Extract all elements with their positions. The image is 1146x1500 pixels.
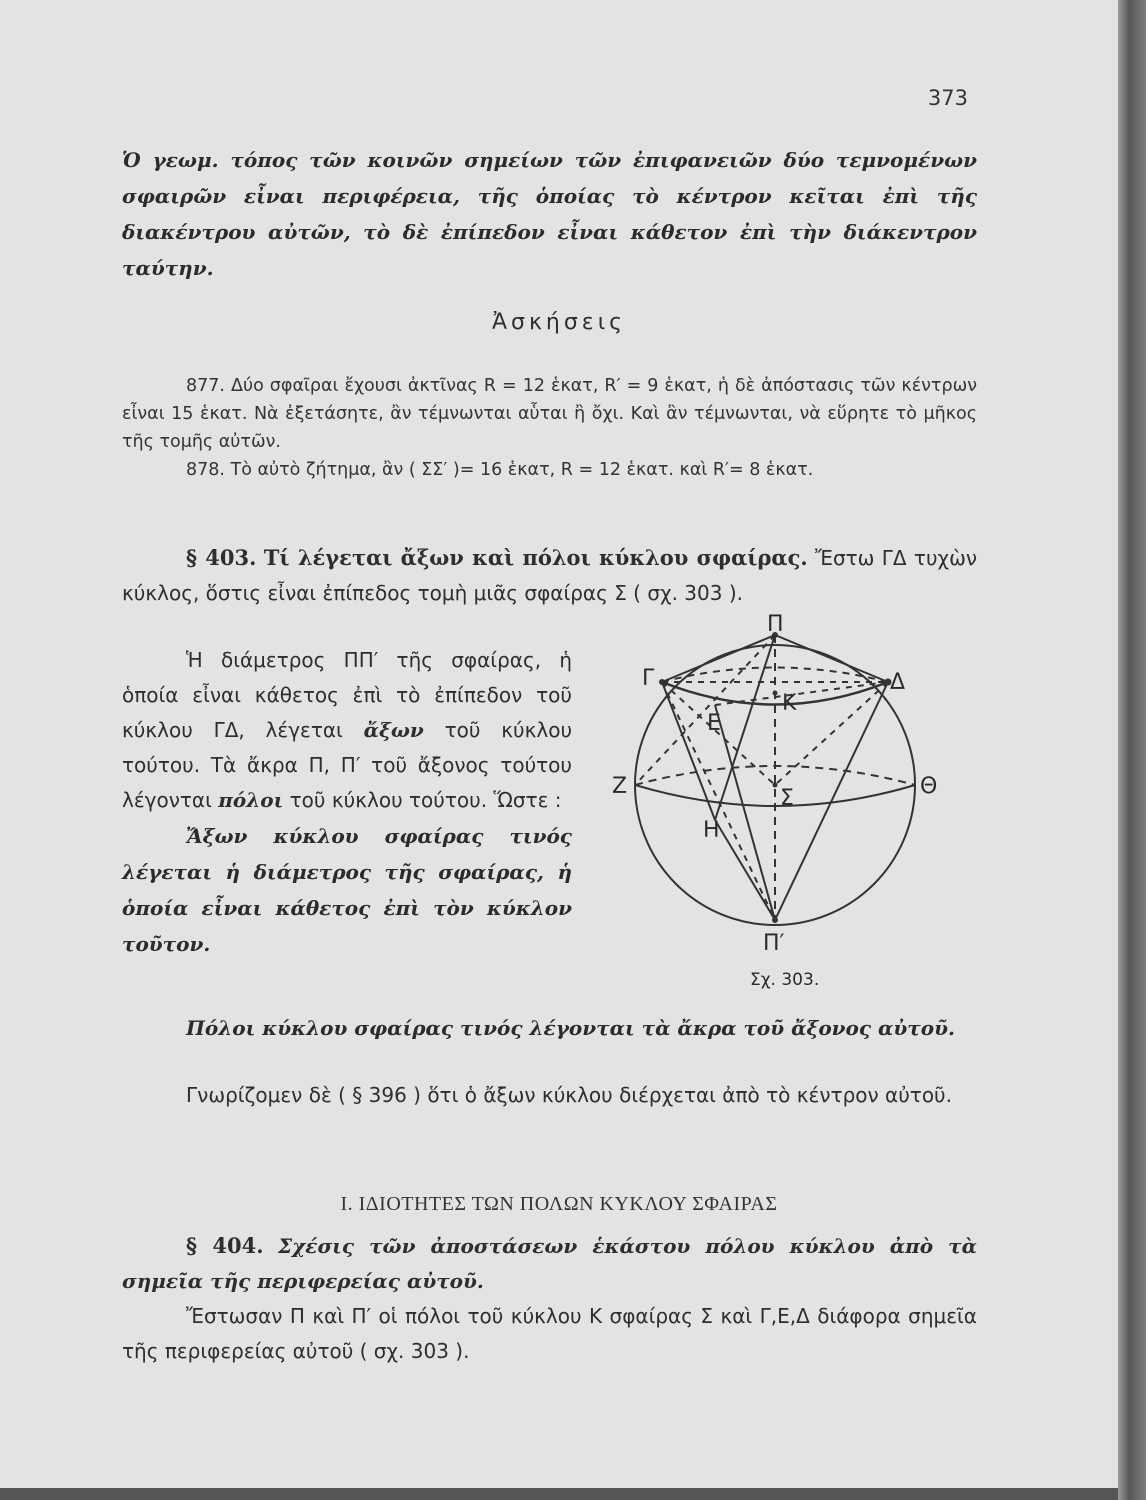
label-Z: Ζ: [612, 774, 628, 799]
axis-term: ἄξων: [363, 718, 424, 742]
section-403-number: § 403.: [186, 545, 257, 570]
section-404-number: § 404.: [186, 1233, 264, 1258]
section-403-intro: Ἔστω ΓΔ τυχὼν κύκλος, ὅστις εἶναι ἐπίπεδος τομὴ μιᾶς σφαίρας Σ ( σχ. 303 ).: [122, 546, 977, 605]
section-403-body: [122, 643, 572, 962]
label-P2: Π′: [763, 931, 785, 956]
book-page-edge: [1118, 0, 1146, 1500]
page-number: 373: [927, 86, 968, 110]
definition-poles: Πόλοι κύκλου σφαίρας τινός λέγονται τὰ ἄκρα τοῦ ἄξονος αὐτοῦ.: [186, 1016, 955, 1040]
section-403-closing: Γνωρίζομεν δὲ ( § 396 ) ὅτι ὁ ἄξων κύκλου διέρχεται ἀπὸ τὸ κέντρον αὐτοῦ.: [186, 1083, 952, 1107]
poles-term: πόλοι: [218, 788, 284, 812]
point-P2: [772, 917, 778, 923]
page-bottom-edge: [0, 1488, 1118, 1500]
label-P: Π: [767, 612, 784, 637]
line-E-D: [715, 682, 888, 705]
exercises: [122, 372, 977, 484]
sphere-diagram: [600, 605, 960, 995]
line-P-G: [662, 635, 775, 682]
label-K: Κ: [782, 691, 797, 716]
theorem-statement: Ὁ γεωμ. τόπος τῶν κοινῶν σημείων τῶν ἐπιφανειῶν δύο τεμνομένων σφαιρῶν εἶναι περιφέρεια, τῆς ὁποίας τὸ κέντρον κεῖται ἐπὶ τῆς διακέντρου αὐτῶν, τὸ δὲ ἐπίπεδον εἶναι κάθετον ἐπὶ τὴν διάκεντρον ταύτην.: [122, 148, 977, 280]
point-K: [773, 691, 778, 696]
section-403-title: Τί λέγεται ἄξων καὶ πόλοι κύκλου σφαίρας.: [263, 545, 808, 570]
section-404: [122, 1228, 977, 1369]
section-404-title: Σχέσις τῶν ἀποστάσεων ἑκάστου πόλου κύκλου ἀπὸ τὰ σημεῖα τῆς περιφερείας αὐτοῦ.: [122, 1234, 978, 1293]
axis-paragraph-a: Ἡ διάμετρος ΠΠ′ τῆς σφαίρας, ἡ ὁποία εἶναι κάθετος ἐπὶ τὸ ἐπίπεδον τοῦ κύκλου ΓΔ, λέγεται: [122, 648, 572, 742]
exercise-878: 878. Τὸ αὐτὸ ζήτημα, ἂν ( ΣΣ′ )= 16 ἑκατ, R = 12 ἑκατ. καὶ R′= 8 ἑκατ.: [186, 460, 814, 480]
line-G-H: [662, 682, 715, 820]
point-S: [773, 783, 778, 788]
definition-axis: Ἄξων κύκλου σφαίρας τινός λέγεται ἡ διάμετρος τῆς σφαίρας, ἡ ὁποία εἶναι κάθετος ἐπὶ τὸν κύκλον τοῦτον.: [122, 824, 572, 956]
figure-caption: Σχ. 303.: [750, 970, 820, 990]
label-G: Γ: [642, 666, 655, 691]
label-E: Ε: [707, 711, 721, 736]
axis-paragraph-b: τοῦ κύκλου τούτου. Τὰ ἄκρα Π, Π′ τοῦ ἄξονος τούτου λέγονται: [122, 718, 573, 812]
point-G: [659, 679, 665, 685]
exercise-877: 877. Δύο σφαῖραι ἔχουσι ἀκτῖνας R = 12 ἑκατ, R′ = 9 ἑκατ, ἡ δὲ ἀπόστασις τῶν κέντρων εἶναι 15 ἑκατ. Νὰ ἐξετάσητε, ἂν τέμνωνται αὗται ἢ ὄχι. Καὶ ἂν τέμνωνται, νὰ εὕρητε τὸ μῆκος τῆς τομῆς αὐτῶν.: [122, 376, 977, 452]
line-H-P2: [715, 820, 775, 920]
section-404-body: Ἔστωσαν Π καὶ Π′ οἱ πόλοι τοῦ κύκλου Κ σφαίρας Σ καὶ Γ,Ε,Δ διάφορα σημεῖα τῆς περιφερείας αὐτοῦ ( σχ. 303 ).: [122, 1304, 977, 1363]
label-S: Σ: [780, 786, 794, 811]
axis-paragraph-c: τοῦ κύκλου τούτου. Ὥστε :: [289, 788, 562, 812]
line-P-D: [775, 635, 888, 682]
line-P-H: [715, 635, 775, 820]
label-D: Δ: [890, 670, 906, 695]
label-H: Η: [703, 818, 720, 843]
section-403-header: [122, 540, 977, 611]
exercises-heading: Ἀσκήσεις: [491, 310, 627, 335]
figure-303: [600, 605, 960, 995]
chapter-heading: Ι. ΙΔΙΟΤΗΤΕΣ ΤΩΝ ΠΟΛΩΝ ΚΥΚΛΟΥ ΣΦΑΙΡΑΣ: [340, 1193, 778, 1215]
label-Th: Θ: [920, 774, 938, 799]
